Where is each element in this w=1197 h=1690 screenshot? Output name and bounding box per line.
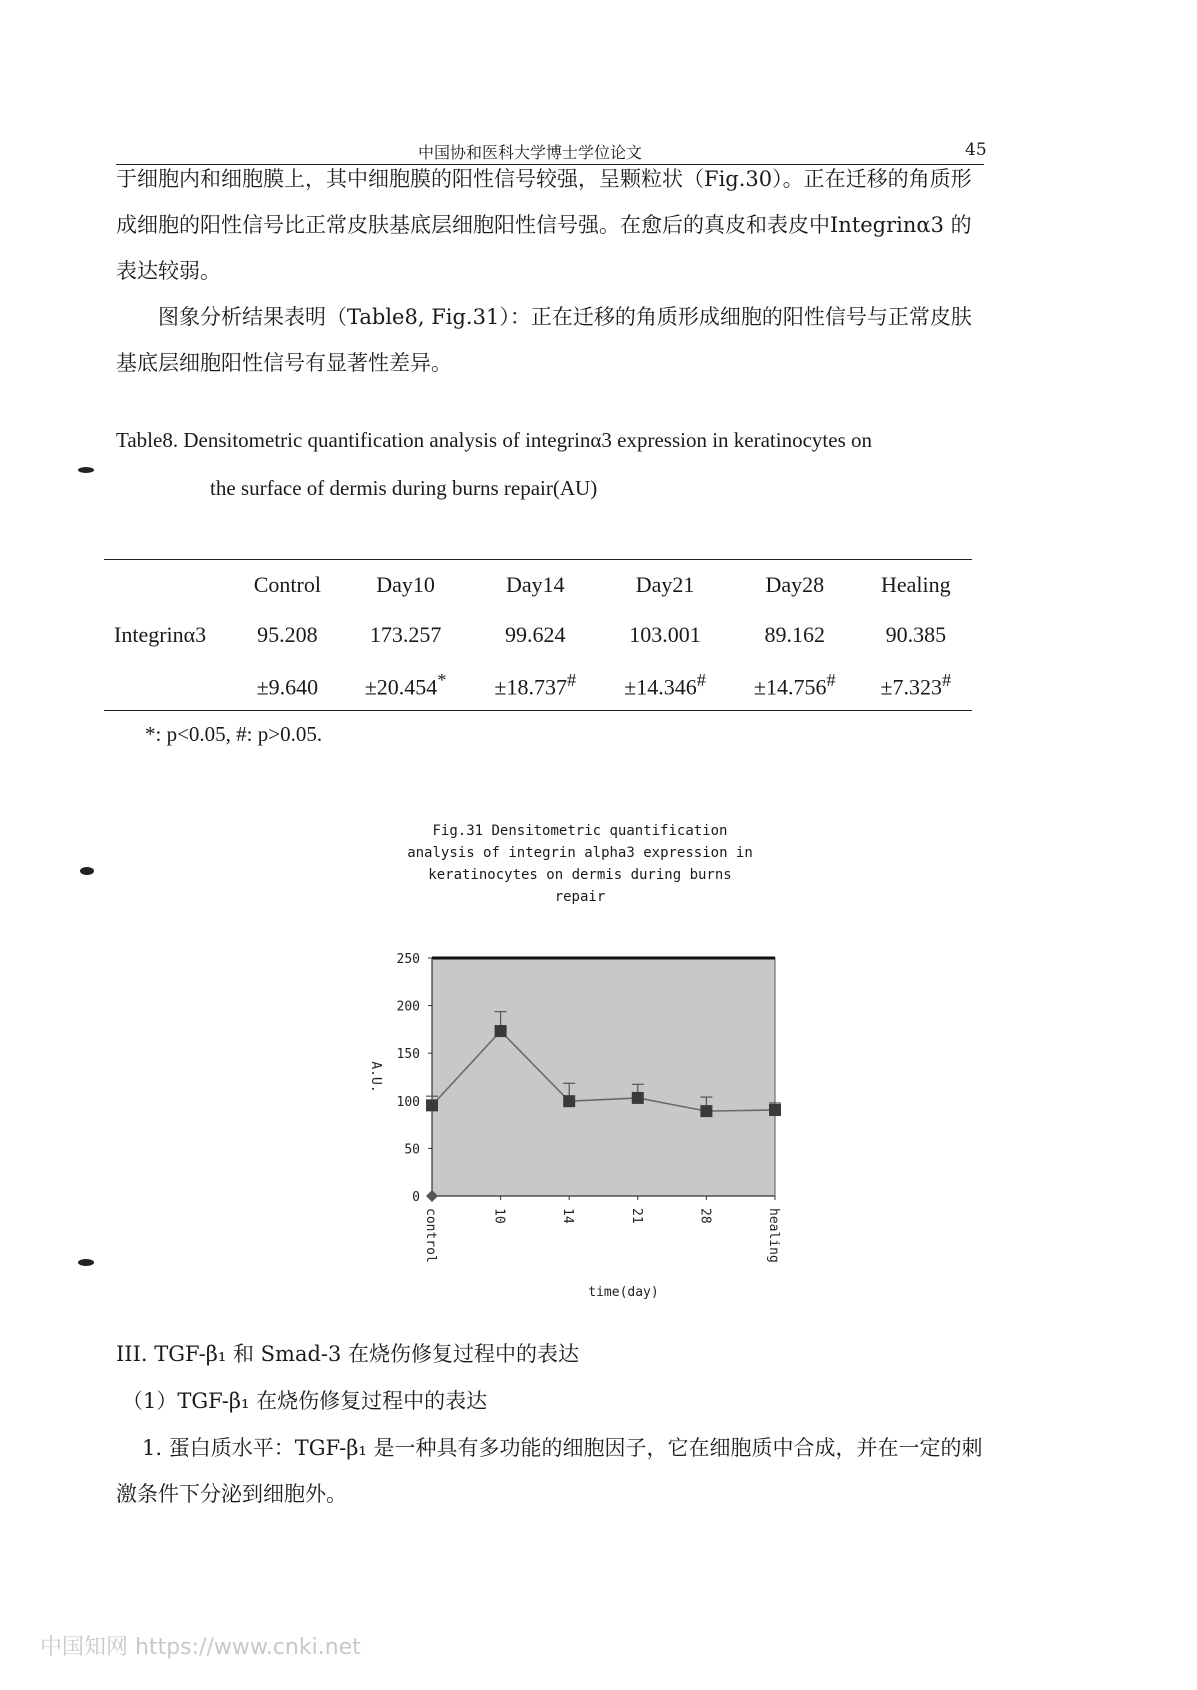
figure-title-line: keratinocytes on dermis during burns bbox=[428, 867, 732, 883]
paragraph-3: 1. 蛋白质水平：TGF-β₁ 是一种具有多功能的细胞因子，它在细胞质中合成，并在一定的刺激条件下分泌到细胞外。 bbox=[116, 1436, 983, 1506]
row-label: Integrinα3 bbox=[114, 622, 207, 647]
y-tick-label: 150 bbox=[396, 1047, 420, 1063]
sd-cell: ±9.640 bbox=[256, 674, 319, 700]
x-tick-label: 14 bbox=[560, 1208, 576, 1224]
table-caption-line2: the surface of dermis during burns repair(AU) bbox=[210, 476, 598, 500]
scan-smudge bbox=[78, 1259, 94, 1266]
data-point bbox=[495, 1025, 507, 1037]
sd-cell: ±20.454* bbox=[364, 669, 447, 700]
x-tick-label: 10 bbox=[491, 1208, 507, 1224]
mean-cell: 95.208 bbox=[257, 622, 318, 647]
page-number: 45 bbox=[965, 140, 987, 160]
col-healing: Healing bbox=[880, 572, 951, 597]
mean-cell: 99.624 bbox=[505, 622, 566, 647]
paragraph-2: 图象分析结果表明（Table8, Fig.31）：正在迁移的角质形成细胞的阳性信号与正常皮肤基底层细胞阳性信号有显著性差异。 bbox=[116, 305, 972, 375]
section-heading: III. TGF-β₁ 和 Smad-3 在烧伤修复过程中的表达 bbox=[116, 1342, 580, 1366]
data-point bbox=[769, 1104, 781, 1116]
sd-cell: ±14.756# bbox=[753, 669, 836, 700]
scan-smudge bbox=[78, 467, 94, 473]
col-day21: Day21 bbox=[635, 572, 695, 597]
y-axis-label: A.U. bbox=[368, 1061, 383, 1093]
scan-smudge bbox=[80, 867, 94, 875]
col-control: Control bbox=[253, 572, 321, 597]
mean-cell: 89.162 bbox=[764, 622, 826, 647]
x-tick-label: healing bbox=[766, 1208, 781, 1263]
paragraph-1: 于细胞内和细胞膜上，其中细胞膜的阳性信号较强，呈颗粒状（Fig.30）。正在迁移的角质形成细胞的阳性信号比正常皮肤基底层细胞阳性信号强。在愈后的真皮和表皮中Integrinα3 的表达较弱。 bbox=[116, 167, 972, 283]
figure-title-line: analysis of integrin alpha3 expression in bbox=[407, 845, 753, 861]
col-day14: Day14 bbox=[505, 572, 565, 597]
mean-cell: 90.385 bbox=[885, 622, 947, 647]
col-day10: Day10 bbox=[376, 572, 435, 597]
y-tick-label: 0 bbox=[412, 1190, 420, 1205]
mean-cell: 103.001 bbox=[629, 622, 701, 647]
sd-cell: ±7.323# bbox=[880, 669, 952, 700]
x-tick-label: 28 bbox=[697, 1208, 713, 1224]
sd-cell: ±14.346# bbox=[624, 669, 706, 700]
figure-title-line: Fig.31 Densitometric quantification bbox=[432, 823, 728, 839]
y-tick-label: 50 bbox=[404, 1142, 420, 1158]
y-tick-label: 250 bbox=[396, 952, 420, 967]
sd-cell: ±18.737# bbox=[494, 669, 577, 700]
data-point bbox=[700, 1105, 712, 1117]
figure-title-line: repair bbox=[554, 889, 606, 905]
x-axis-label: time(day) bbox=[588, 1285, 659, 1300]
table-caption-line1: Table8. Densitometric quantification analysis of integrinα3 expression in keratinocytes on bbox=[116, 428, 872, 452]
table-footnote: *: p<0.05, #: p>0.05. bbox=[145, 722, 323, 746]
y-tick-label: 100 bbox=[396, 1094, 420, 1110]
x-tick-label: control bbox=[423, 1208, 438, 1263]
plot-area bbox=[432, 958, 775, 1196]
watermark: 中国知网 https://www.cnki.net bbox=[40, 1635, 361, 1660]
body-text-3 bbox=[116, 1425, 986, 1517]
y-tick-label: 200 bbox=[396, 999, 420, 1015]
mean-cell: 173.257 bbox=[369, 622, 442, 647]
x-tick-label: 21 bbox=[628, 1208, 644, 1224]
section-subheading: （1）TGF-β₁ 在烧伤修复过程中的表达 bbox=[122, 1389, 488, 1413]
running-header-title: 中国协和医科大学博士学位论文 bbox=[417, 143, 642, 162]
data-point bbox=[426, 1099, 438, 1111]
data-point bbox=[563, 1095, 575, 1107]
col-day28: Day28 bbox=[765, 572, 825, 597]
data-point bbox=[632, 1092, 644, 1104]
